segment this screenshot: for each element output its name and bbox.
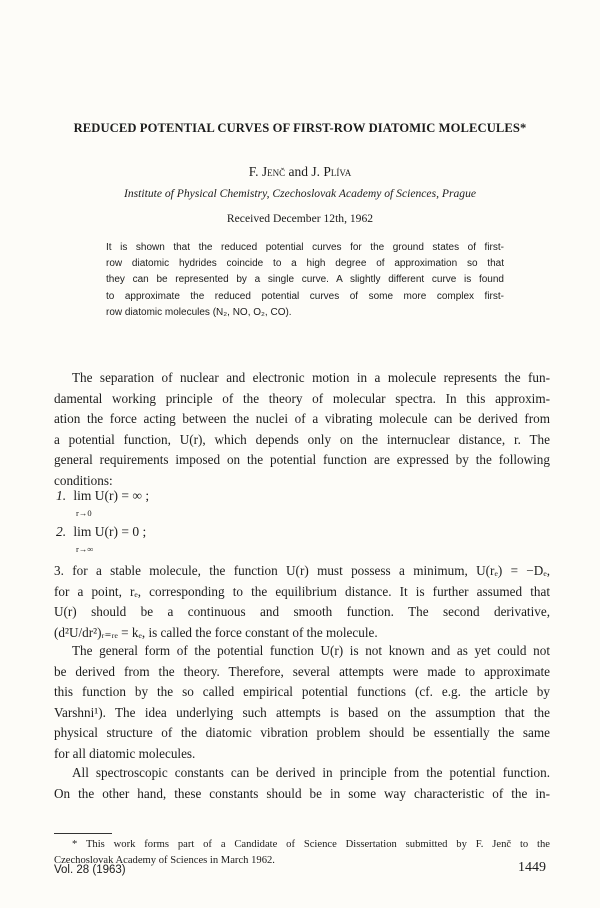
text-line: damental working principle of the theory of molecular spectra. In this approxim-: [54, 390, 550, 406]
text-line: 3. for a stable molecule, the function U(r) must possess a minimum, U(rₑ) = −Dₑ,: [54, 563, 550, 578]
abstract-line: row diatomic molecules (N₂, NO, O₂, CO).: [106, 306, 292, 318]
paragraph-2: [54, 641, 550, 765]
footnote-line: Czechoslovak Academy of Sciences in March 1962.: [54, 855, 275, 866]
condition-expression: lim U(r) = ∞ ;: [73, 488, 150, 503]
text-line: conditions:: [54, 472, 113, 488]
text-line: (d²U/dr²)ᵣ₌ᵣₑ = kₑ, is called the force constant of the molecule.: [54, 624, 378, 640]
page-number: 1449: [518, 860, 546, 875]
received-date: Received December 12th, 1962: [226, 212, 374, 225]
limit-subscript: r→0: [76, 508, 92, 518]
text-line: Varshni¹). The idea underlying such attempts is based on the assumption that the: [54, 704, 550, 720]
text-line: ation the force acting between the nuclei of a vibrating molecule can be derived from: [54, 411, 550, 427]
abstract: [106, 240, 504, 321]
text-line: this function by the so called empirical potential functions (cf. e.g. the article by: [54, 684, 550, 700]
paragraph-1: [54, 368, 550, 492]
footnote: [54, 837, 550, 869]
abstract-line: to approximate the reduced potential curves of some more complex first-: [106, 290, 504, 302]
author-1: F. Jenč: [248, 164, 286, 179]
text-line: for a point, rₑ, corresponding to the equilibrium distance. It is further assumed that: [54, 583, 550, 599]
author-2: J. Plíva: [311, 164, 352, 179]
abstract-line: It is shown that the reduced potential curves for the ground states of first-: [106, 242, 504, 253]
institute: Institute of Physical Chemistry, Czechoslovak Academy of Sciences, Prague: [123, 187, 477, 200]
condition-2: [56, 524, 147, 554]
text-line: physical structure of the diatomic vibration problem should be essentially the same: [54, 725, 550, 741]
footnote-line: * This work forms part of a Candidate of Science Dissertation submitted by F. Jenč to the: [72, 839, 550, 850]
paper-title: REDUCED POTENTIAL CURVES OF FIRST-ROW DIATOMIC MOLECULES*: [73, 121, 527, 135]
limit-subscript: r→∞: [76, 544, 94, 554]
condition-number: 1.: [56, 488, 67, 503]
condition-3: [54, 561, 550, 643]
text-line: U(r) should be a continuous and smooth function. The second derivative,: [54, 604, 550, 620]
condition-number: 2.: [56, 524, 67, 539]
text-line: On the other hand, these constants should be in some way characteristic of the in-: [54, 785, 550, 801]
condition-1: [56, 488, 150, 518]
journal-volume: Vol. 28 (1963): [54, 864, 126, 876]
authors: [0, 164, 600, 180]
text-line: be derived from the theory. Therefore, several attempts were made to approximate: [54, 663, 550, 679]
author-separator: and: [288, 164, 309, 179]
text-line: a potential function, U(r), which depends only on the internuclear distance, r. The: [54, 431, 550, 447]
text-line: for all diatomic molecules.: [54, 745, 196, 761]
text-line: The separation of nuclear and electronic motion in a molecule represents the fun-: [72, 370, 550, 385]
condition-expression: lim U(r) = 0 ;: [73, 524, 147, 539]
paragraph-3: [54, 763, 550, 804]
text-line: The general form of the potential function U(r) is not known and as yet could not: [72, 643, 550, 658]
abstract-line: they can be represented by a single curve. A slightly different curve is found: [106, 274, 504, 286]
footnote-divider: [54, 833, 112, 834]
text-line: All spectroscopic constants can be derived in principle from the potential function.: [72, 765, 550, 780]
abstract-line: row diatomic hydrides coincide to a high degree of approximation so that: [106, 258, 504, 270]
text-line: general requirements imposed on the potential function are expressed by the following: [54, 452, 550, 468]
